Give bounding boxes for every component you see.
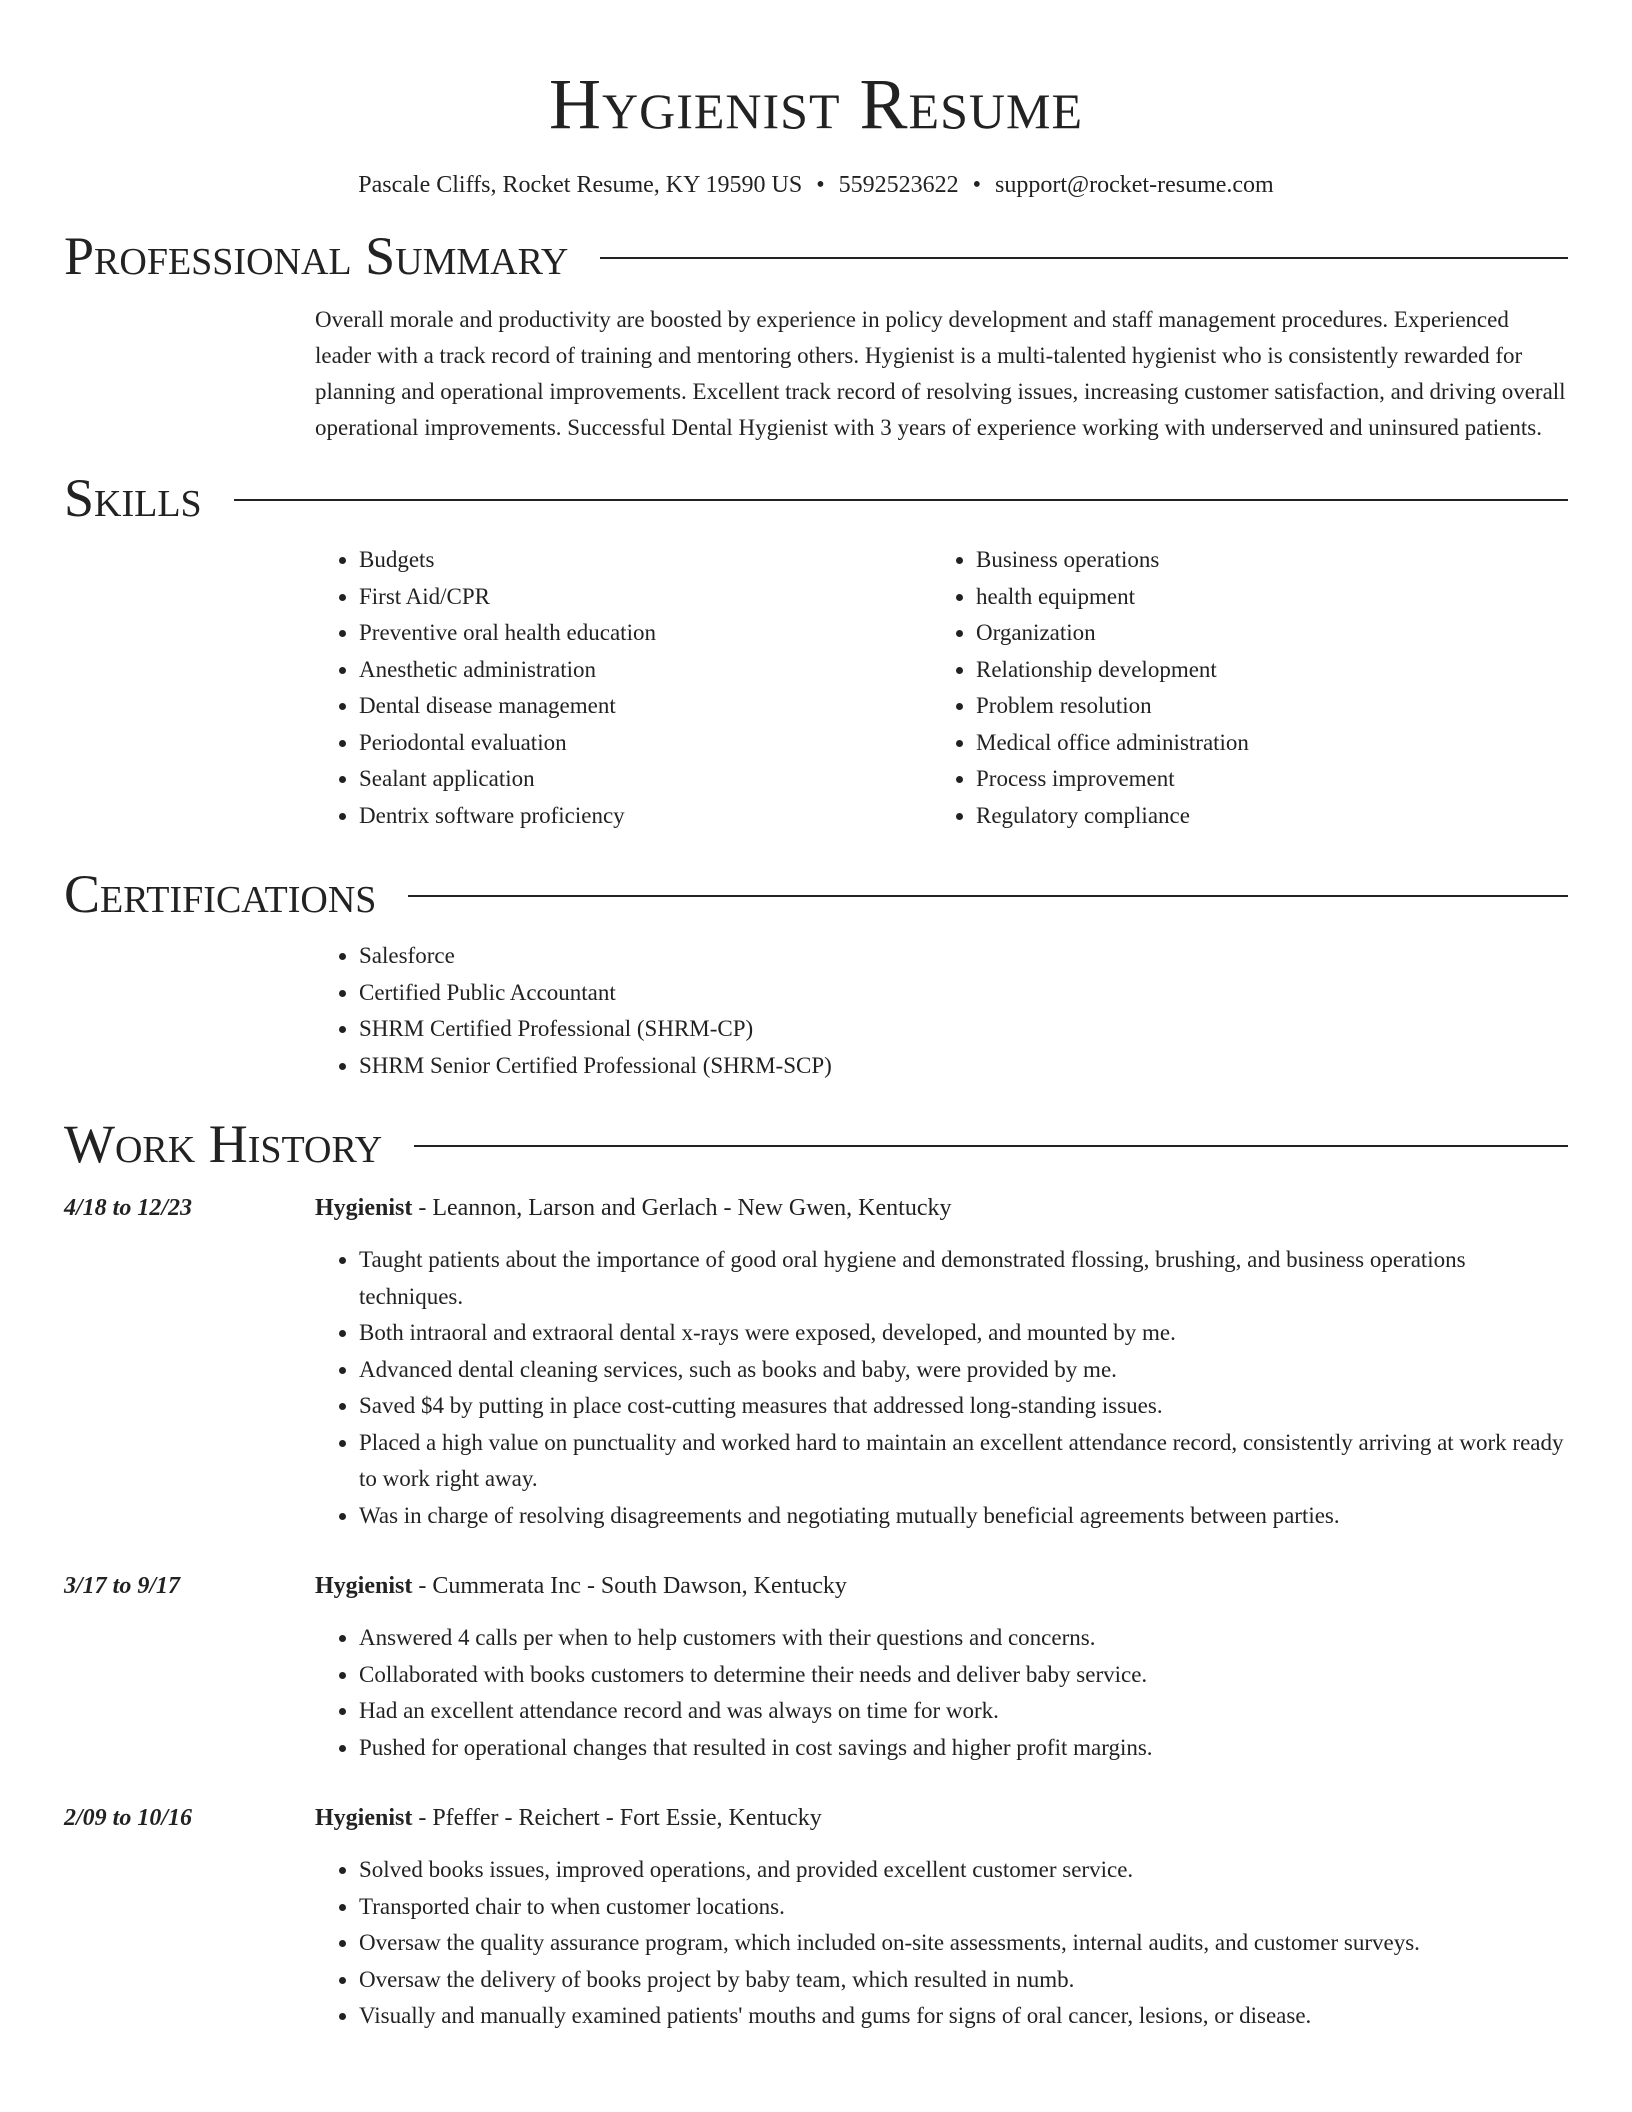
- skill-item: • Preventive oral health education: [359, 615, 932, 652]
- skills-heading: Skills: [64, 468, 202, 528]
- skill-item: • Dental disease management: [359, 688, 932, 725]
- skill-item: • Regulatory compliance: [976, 798, 1549, 835]
- job-header: [64, 1800, 1568, 1836]
- job-bullet: • Had an excellent attendance record and was always on time for work.: [359, 1693, 1568, 1730]
- contact-separator: •: [816, 172, 825, 198]
- job-bullet: • Collaborated with books customers to determine their needs and deliver baby service.: [359, 1657, 1568, 1694]
- job-employer-location: - Pfeffer - Reichert - Fort Essie, Kentucky: [412, 1805, 822, 1831]
- skill-item: • Dentrix software proficiency: [359, 798, 932, 835]
- skill-item: • Process improvement: [976, 761, 1549, 798]
- contact-separator: •: [972, 172, 982, 198]
- job-bullet: • Visually and manually examined patients' mouths and gums for signs of oral cancer, lesions, or disease.: [359, 1998, 1568, 2035]
- skill-item: • Business operations: [976, 542, 1549, 579]
- job-bullet: • Both intraoral and extraoral dental x-rays were exposed, developed, and mounted by me.: [359, 1315, 1568, 1352]
- job-header: [64, 1568, 1568, 1604]
- job-header: [64, 1190, 1568, 1226]
- job-bullet: • Advanced dental cleaning services, such as books and baby, were provided by me.: [359, 1352, 1568, 1389]
- job-bullets: [315, 1852, 1568, 2035]
- job-dates: 4/18 to 12/23: [64, 1195, 193, 1221]
- resume-page: [64, 0, 1568, 2035]
- job-bullet: • Pushed for operational changes that resulted in cost savings and higher profit margins.: [359, 1730, 1568, 1767]
- summary-text: Overall morale and productivity are boosted by experience in policy development and staff management procedures. Experienced leader with a track record of training and mentoring others. Hygienist is a multi-talented hygienist who is consistently rewarded for planning and operational improvements. Excellent track record of resolving issues, increasing customer satisfaction, and driving overall operational improvements. Successful Dental Hygienist with 3 years of experience working with underserved and uninsured patients.: [315, 307, 1566, 440]
- skill-item-items: [315, 542, 932, 834]
- certifications-list: [315, 938, 1568, 1084]
- job-bullets: [315, 1242, 1568, 1534]
- job-bullet: • Was in charge of resolving disagreements and negotiating mutually beneficial agreements between parties.: [359, 1498, 1568, 1535]
- skill-item: • health equipment: [976, 579, 1549, 616]
- skill-item-items: [932, 542, 1549, 834]
- job-bullet: • Oversaw the quality assurance program, which included on-site assessments, internal audits, and customer surveys.: [359, 1925, 1568, 1962]
- job-bullet: • Placed a high value on punctuality and worked hard to maintain an excellent attendance record, consistently arriving at work ready to work right away.: [359, 1425, 1568, 1498]
- contact-address: Pascale Cliffs, Rocket Resume, KY 19590 US: [358, 172, 803, 198]
- certification-item: • Certified Public Accountant: [359, 975, 1568, 1012]
- certification-item-items: [315, 938, 1568, 1084]
- job-bullet: • Oversaw the delivery of books project by baby team, which resulted in numb.: [359, 1962, 1568, 1999]
- work-history-list: [64, 1190, 1568, 2035]
- skills-column-left: [315, 542, 932, 834]
- job-bullets: [315, 1620, 1568, 1766]
- work-history-heading: Work History: [64, 1114, 383, 1174]
- skill-item: • First Aid/CPR: [359, 579, 932, 616]
- job-title: Hygienist: [315, 1805, 413, 1831]
- job-title: Hygienist: [315, 1195, 413, 1221]
- job-bullet: • Answered 4 calls per when to help customers with their questions and concerns.: [359, 1620, 1568, 1657]
- job-title: Hygienist: [315, 1573, 413, 1599]
- skill-item: • Budgets: [359, 542, 932, 579]
- job-dates: 2/09 to 10/16: [64, 1805, 193, 1831]
- certification-item: • SHRM Senior Certified Professional (SHRM-SCP): [359, 1048, 1568, 1085]
- skill-item: • Organization: [976, 615, 1549, 652]
- job-entry: [64, 1190, 1568, 1534]
- job-dates: 3/17 to 9/17: [64, 1573, 181, 1599]
- skill-item: • Anesthetic administration: [359, 652, 932, 689]
- certification-item: • SHRM Certified Professional (SHRM-CP): [359, 1011, 1568, 1048]
- work-history-section-header: [64, 1112, 1568, 1176]
- summary-heading: Professional Summary: [64, 226, 569, 286]
- skills-list: [315, 542, 1568, 834]
- job-bullet: • Saved $4 by putting in place cost-cutting measures that addressed long-standing issues.: [359, 1388, 1568, 1425]
- certifications-heading: Certifications: [64, 864, 377, 924]
- section-divider: [408, 895, 1568, 897]
- job-info: [315, 1568, 847, 1604]
- job-entry: [64, 1800, 1568, 2035]
- section-divider: [234, 499, 1568, 501]
- skills-section-header: [64, 466, 1568, 530]
- summary-section-header: [64, 224, 1568, 288]
- skills-column-right: [932, 542, 1549, 834]
- section-divider: [414, 1145, 1568, 1147]
- job-employer-location: - Cummerata Inc - South Dawson, Kentucky: [412, 1573, 847, 1599]
- contact-email: support@rocket-resume.com: [995, 172, 1274, 198]
- job-bullet: • Transported chair to when customer locations.: [359, 1889, 1568, 1926]
- contact-phone: 5592523622: [838, 172, 959, 198]
- resume-title: Hygienist Resume: [549, 64, 1083, 144]
- skill-item: • Relationship development: [976, 652, 1549, 689]
- certifications-section-header: [64, 862, 1568, 926]
- job-info: [315, 1190, 951, 1226]
- skill-item: • Sealant application: [359, 761, 932, 798]
- skill-item: • Medical office administration: [976, 725, 1549, 762]
- job-bullet: • Solved books issues, improved operations, and provided excellent customer service.: [359, 1852, 1568, 1889]
- skill-item: • Problem resolution: [976, 688, 1549, 725]
- job-info: [315, 1800, 822, 1836]
- job-employer-location: - Leannon, Larson and Gerlach - New Gwen, Kentucky: [412, 1195, 952, 1221]
- job-entry: [64, 1568, 1568, 1766]
- skill-item: • Periodontal evaluation: [359, 725, 932, 762]
- section-divider: [600, 257, 1568, 259]
- contact-line: [64, 168, 1568, 202]
- certification-item: • Salesforce: [359, 938, 1568, 975]
- job-bullet: • Taught patients about the importance of good oral hygiene and demonstrated flossing, brushing, and business operations techniques.: [359, 1242, 1568, 1315]
